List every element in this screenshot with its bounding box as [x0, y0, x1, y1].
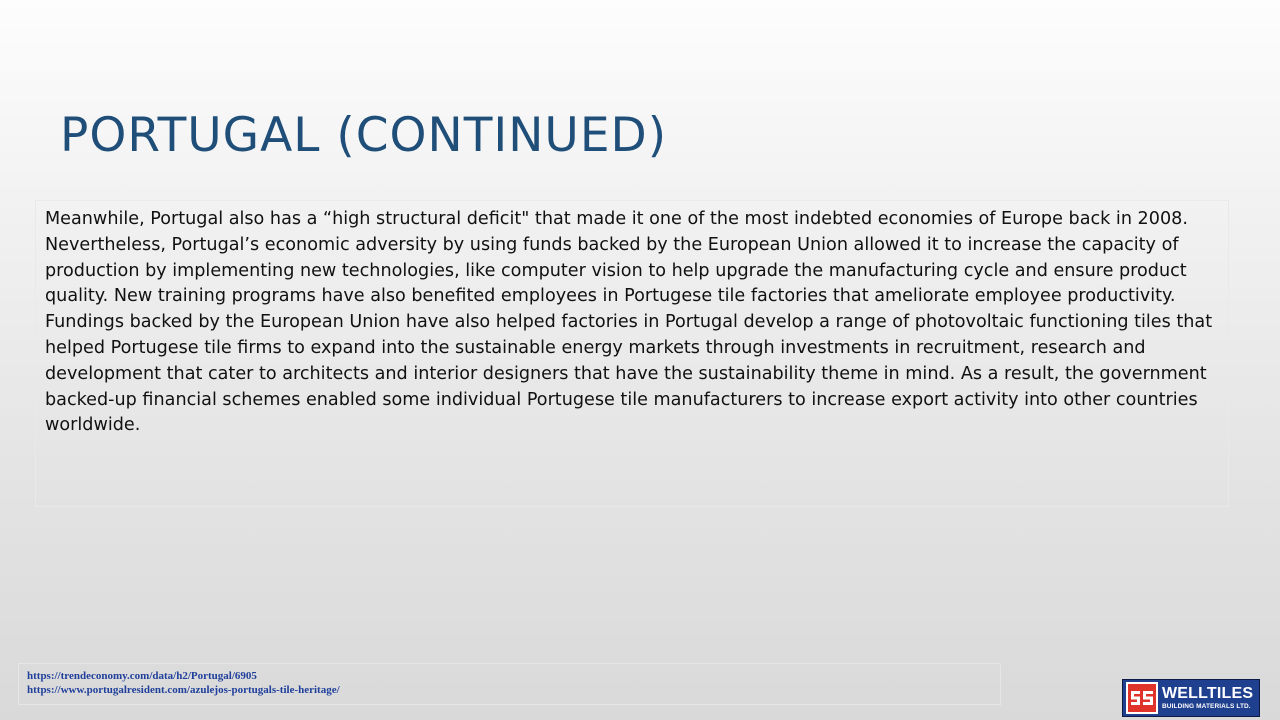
- body-text-box: [35, 200, 1229, 507]
- logo-tagline: BUILDING MATERIALS LTD.: [1162, 702, 1251, 710]
- welltiles-logo-mark-icon: [1126, 682, 1158, 714]
- body-paragraph: Meanwhile, Portugal also has a “high structural deficit" that made it one of the most indebted economies of Europe back in 2008. Nevertheless, Portugal’s economic adversity by using funds backed by the European Union allowed it to increase the capacity of production by implementing new technologies, like computer vision to help upgrade the manufacturing cycle and ensure product quality. New training programs have also benefited employees in Portugese tile factories that ameliorate employee productivity. Fundings backed by the European Union have also helped factories in Portugal develop a range of photovoltaic functioning tiles that helped Portugese tile firms to expand into the sustainable energy markets through investments in recruitment, research and development that cater to architects and interior designers that have the sustainability theme in mind. As a result, the government backed-up financial schemes enabled some individual Portugese tile manufacturers to increase export activity into other countries worldwide.: [45, 209, 1213, 436]
- references-box: [18, 663, 1001, 705]
- reference-link-portugalresident[interactable]: https://www.portugalresident.com/azulejos-portugals-tile-heritage/: [27, 684, 340, 696]
- welltiles-logo: [1122, 679, 1260, 717]
- slide-title: PORTUGAL (CONTINUED): [60, 108, 668, 163]
- reference-link-trendeconomy[interactable]: https://trendeconomy.com/data/h2/Portugal/6905: [27, 670, 257, 682]
- logo-brand-name: WELLTILES: [1162, 684, 1254, 702]
